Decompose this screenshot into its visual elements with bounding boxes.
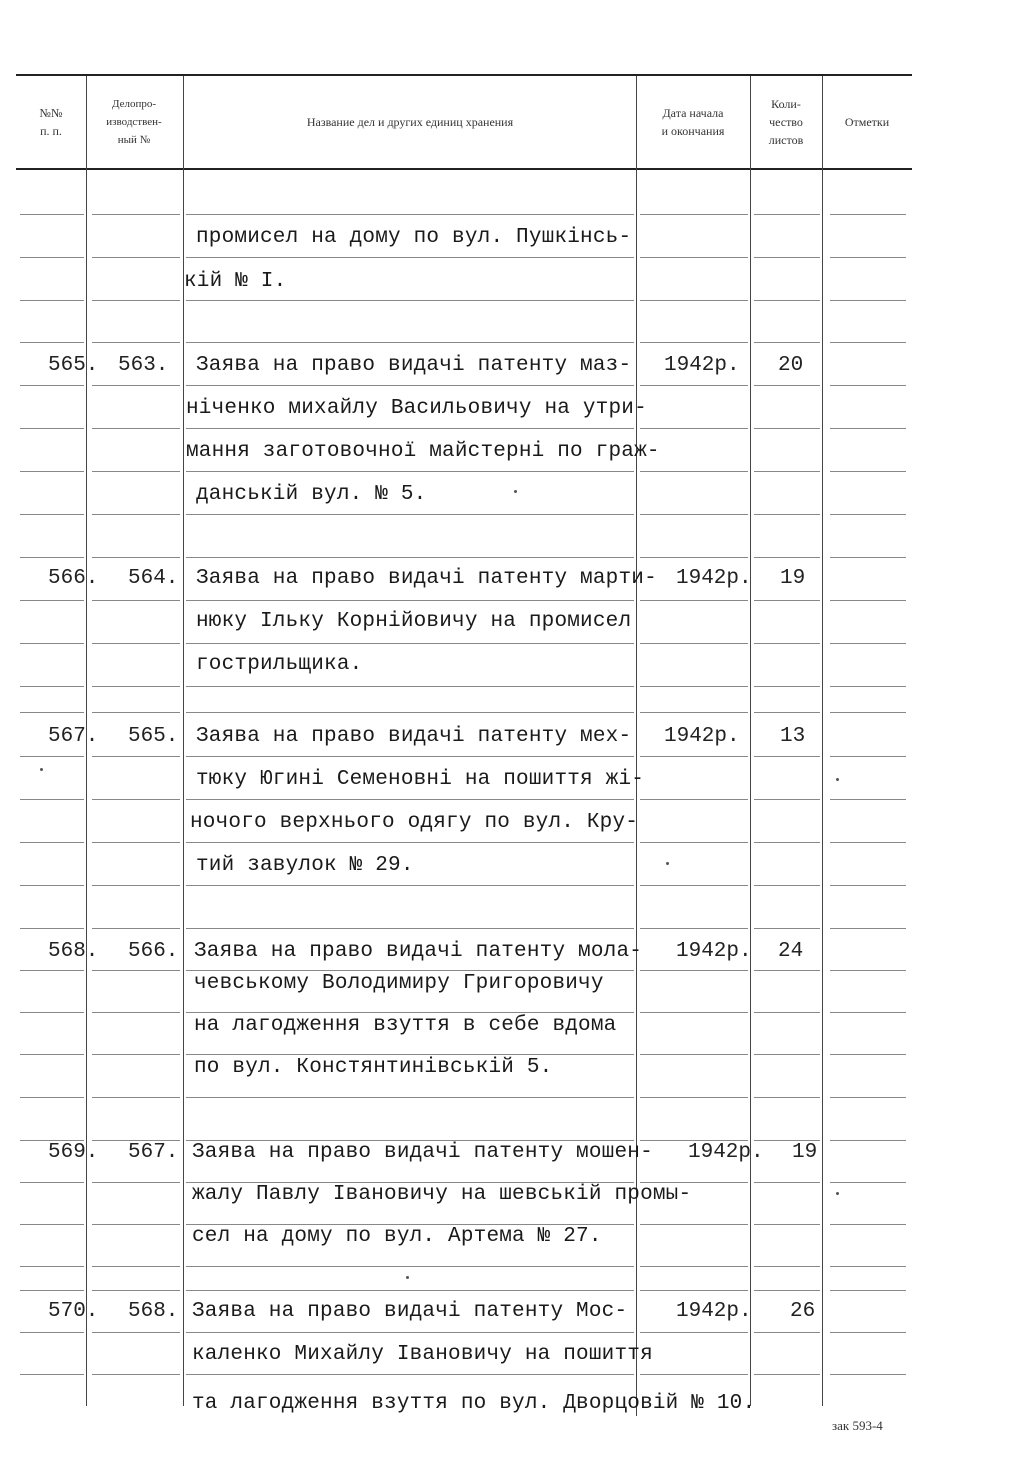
column-divider [750,76,751,1406]
ruled-line [92,214,180,215]
ruled-line [92,970,180,971]
ruled-line [830,557,906,558]
ruled-line [754,428,820,429]
ruled-line [754,928,820,929]
ruled-line [92,842,180,843]
ruled-line [92,1266,180,1267]
ruled-line [92,1332,180,1333]
ruled-line [20,300,84,301]
ruled-line [640,514,748,515]
ruled-line [20,1182,84,1183]
ruled-line [640,257,748,258]
record-date: 1942р. [664,354,740,377]
ruled-line [640,1012,748,1013]
scan-speck [406,1276,409,1279]
ruled-line [186,885,634,886]
ruled-line [640,1097,748,1098]
ruled-line [754,385,820,386]
ruled-line [20,1290,84,1291]
ruled-line [20,385,84,386]
ruled-line [830,1374,906,1375]
ruled-line [186,799,634,800]
ruled-line [92,799,180,800]
ruled-line [640,385,748,386]
ruled-line [754,257,820,258]
ruled-line [830,1097,906,1098]
ruled-line [830,385,906,386]
header-col-number: №№ п. п. [39,106,63,138]
ruled-line [830,1332,906,1333]
ruled-line [754,643,820,644]
ruled-line [92,342,180,343]
ruled-line [186,1290,634,1291]
record-number: 566. [48,567,99,590]
ruled-line [640,686,748,687]
ruled-line [830,970,906,971]
ruled-line [20,928,84,929]
ruled-line [92,1290,180,1291]
header-col-notes: Отметки [844,115,890,129]
ruled-line [186,300,634,301]
record-title-line: гострильщика. [196,653,363,676]
continuation-line: кій № І. [184,270,287,293]
record-sheet-count: 13 [780,725,806,748]
ruled-line [640,842,748,843]
record-date: 1942р. [688,1141,764,1164]
record-office-number: 565. [128,725,179,748]
record-sheet-count: 24 [778,940,804,963]
order-stamp: зак 593-4 [832,1418,883,1433]
ruled-line [754,970,820,971]
ruled-line [640,1224,748,1225]
ruled-line [754,600,820,601]
ruled-line [20,1266,84,1267]
ruled-line [92,1097,180,1098]
ruled-line [830,428,906,429]
ruled-line [20,1012,84,1013]
ruled-line [20,514,84,515]
ruled-line [92,600,180,601]
header-col-sheet-count: Коли- чество листов [768,97,804,147]
ruled-line [92,1054,180,1055]
ruled-line [754,799,820,800]
ruled-line [186,1332,634,1333]
record-office-number: 567. [128,1141,179,1164]
ruled-line [830,756,906,757]
ruled-line [92,557,180,558]
ruled-line [830,1266,906,1267]
record-sheet-count: 26 [790,1300,816,1323]
ruled-line [186,1097,634,1098]
ruled-line [754,842,820,843]
ruled-line [640,557,748,558]
ruled-line [640,600,748,601]
scan-speck [836,778,839,781]
ruled-line [20,428,84,429]
ruled-line [640,471,748,472]
ruled-line [186,214,634,215]
ruled-line [20,1097,84,1098]
ruled-line [640,643,748,644]
ruled-line [92,885,180,886]
ruled-line [830,1182,906,1183]
ruled-line [20,885,84,886]
ruled-line [640,1054,748,1055]
ruled-line [754,557,820,558]
ruled-line [186,842,634,843]
continuation-line: промисел на дому по вул. Пушкінсь- [196,226,632,249]
ruled-line [830,257,906,258]
record-title-line: мання заготовочної майстерні по граж- [186,440,660,463]
ruled-line [20,686,84,687]
ruled-line [754,1097,820,1098]
record-title-line: та лагодження взуття по вул. Дворцовій № 10. [192,1392,756,1415]
ruled-line [830,1290,906,1291]
ruled-line [92,1224,180,1225]
ruled-line [92,471,180,472]
scan-speck [40,768,43,771]
record-number: 569. [48,1141,99,1164]
column-divider [636,76,637,1416]
ruled-line [830,1054,906,1055]
record-title-line: Заява на право видачі патенту мошен- [192,1141,653,1164]
ruled-line [186,557,634,558]
ruled-line [754,1012,820,1013]
ruled-line [92,756,180,757]
record-title-line: данській вул. № 5. [196,483,427,506]
ruled-line [640,342,748,343]
ruled-line [640,970,748,971]
ruled-line [640,428,748,429]
record-title-line: тюку Югині Семеновні на пошиття жі- [196,768,645,791]
record-title-line: Заява на право видачі патенту маз- [196,354,632,377]
ruled-line [640,712,748,713]
ruled-line [830,799,906,800]
ruled-line [20,342,84,343]
ruled-line [20,970,84,971]
ruled-line [754,1266,820,1267]
record-title-line: Заява на право видачі патенту марти- [196,567,657,590]
ruled-line [92,643,180,644]
record-title-line: Заява на право видачі патенту Мос- [192,1300,628,1323]
ruled-line [92,928,180,929]
record-sheet-count: 20 [778,354,804,377]
header-bottom-rule [16,168,912,170]
ruled-line [830,1224,906,1225]
ruled-line [754,342,820,343]
ruled-line [186,257,634,258]
record-title-line: каленко Михайлу Івановичу на пошиття [192,1343,653,1366]
ruled-line [830,300,906,301]
ruled-line [640,1290,748,1291]
ruled-line [20,1054,84,1055]
ruled-line [20,600,84,601]
ruled-line [20,1332,84,1333]
ruled-line [186,970,634,971]
ruled-line [92,300,180,301]
ruled-line [92,1012,180,1013]
ruled-line [186,428,634,429]
record-title-line: ніченко михайлу Васильовичу на утри- [186,397,647,420]
ruled-line [186,712,634,713]
ruled-line [754,686,820,687]
header-top-rule [16,74,912,76]
record-number: 565. [48,354,99,377]
ruled-line [92,514,180,515]
ruled-line [20,799,84,800]
record-title-line: по вул. Констянтинівській 5. [194,1056,553,1079]
ruled-line [830,842,906,843]
ruled-line [830,214,906,215]
scan-speck [836,1192,839,1195]
ruled-line [20,557,84,558]
record-date: 1942р. [676,567,752,590]
ruled-line [754,1182,820,1183]
ruled-line [830,1012,906,1013]
ruled-line [186,1012,634,1013]
ruled-line [640,214,748,215]
ruled-line [640,928,748,929]
ruled-line [186,514,634,515]
record-title-line: ночого верхнього одягу по вул. Кру- [190,811,639,834]
ruled-line [754,1224,820,1225]
ruled-line [186,643,634,644]
ruled-line [754,1290,820,1291]
ruled-line [20,1224,84,1225]
ruled-line [20,471,84,472]
ruled-line [754,1054,820,1055]
ruled-line [754,756,820,757]
ruled-line [186,385,634,386]
record-title-line: на лагодження взуття в себе вдома [194,1014,617,1037]
ruled-line [754,1374,820,1375]
ruled-line [92,385,180,386]
ruled-line [640,1332,748,1333]
record-title-line: чевському Володимиру Григоровичу [194,972,604,995]
ruled-line [754,514,820,515]
ruled-line [92,428,180,429]
ruled-line [92,712,180,713]
ruled-line [640,1374,748,1375]
ruled-line [754,214,820,215]
ruled-line [20,643,84,644]
record-office-number: 563. [118,354,169,377]
record-number: 567. [48,725,99,748]
ruled-line [830,643,906,644]
ruled-line [92,686,180,687]
ruled-line [20,712,84,713]
ruled-line [830,928,906,929]
scan-speck [514,490,517,493]
ruled-line [754,885,820,886]
record-office-number: 568. [128,1300,179,1323]
ruled-line [830,1140,906,1141]
record-date: 1942р. [676,940,752,963]
ruled-line [640,300,748,301]
record-date: 1942р. [664,725,740,748]
ruled-line [20,842,84,843]
ruled-line [830,686,906,687]
column-divider [822,76,823,1406]
record-office-number: 566. [128,940,179,963]
header-col-dates: Дата начала и окончания [661,106,725,138]
record-number: 568. [48,940,99,963]
record-office-number: 564. [128,567,179,590]
ruled-line [20,214,84,215]
header-col-office-number: Делопро- изводствен- ный № [106,98,162,146]
ruled-line [20,257,84,258]
header-col-title: Название дел и других единиц хранения [306,115,514,129]
ruled-line [92,1374,180,1375]
ruled-line [830,471,906,472]
ruled-line [830,712,906,713]
ruled-line [754,300,820,301]
record-title-line: нюку Ільку Корнійовичу на промисел [196,610,632,633]
ruled-line [830,885,906,886]
ruled-line [186,471,634,472]
record-title-line: тий завулок № 29. [196,854,414,877]
record-date: 1942р. [676,1300,752,1323]
ruled-line [186,1054,634,1055]
record-number: 570. [48,1300,99,1323]
ruled-line [754,471,820,472]
ruled-line [186,342,634,343]
ruled-line [830,514,906,515]
ruled-line [186,1266,634,1267]
record-title-line: сел на дому по вул. Артема № 27. [192,1225,602,1248]
ruled-line [640,799,748,800]
ruled-line [640,885,748,886]
ruled-line [830,342,906,343]
ruled-line [20,1374,84,1375]
record-title-line: Заява на право видачі патенту мех- [196,725,632,748]
record-sheet-count: 19 [792,1141,818,1164]
ruled-line [640,756,748,757]
ruled-line [186,928,634,929]
record-title-line: Заява на право видачі патенту мола- [194,940,643,963]
ruled-line [186,600,634,601]
record-title-line: жалу Павлу Івановичу на шевській промы- [192,1183,692,1206]
ruled-line [186,686,634,687]
ruled-line [640,1266,748,1267]
ruled-line [92,1182,180,1183]
ruled-line [754,1332,820,1333]
scan-speck [666,862,669,865]
ruled-line [92,257,180,258]
ruled-line [186,756,634,757]
record-sheet-count: 19 [780,567,806,590]
ruled-line [754,712,820,713]
ruled-line [830,600,906,601]
ruled-line [20,756,84,757]
ruled-line [186,1374,634,1375]
